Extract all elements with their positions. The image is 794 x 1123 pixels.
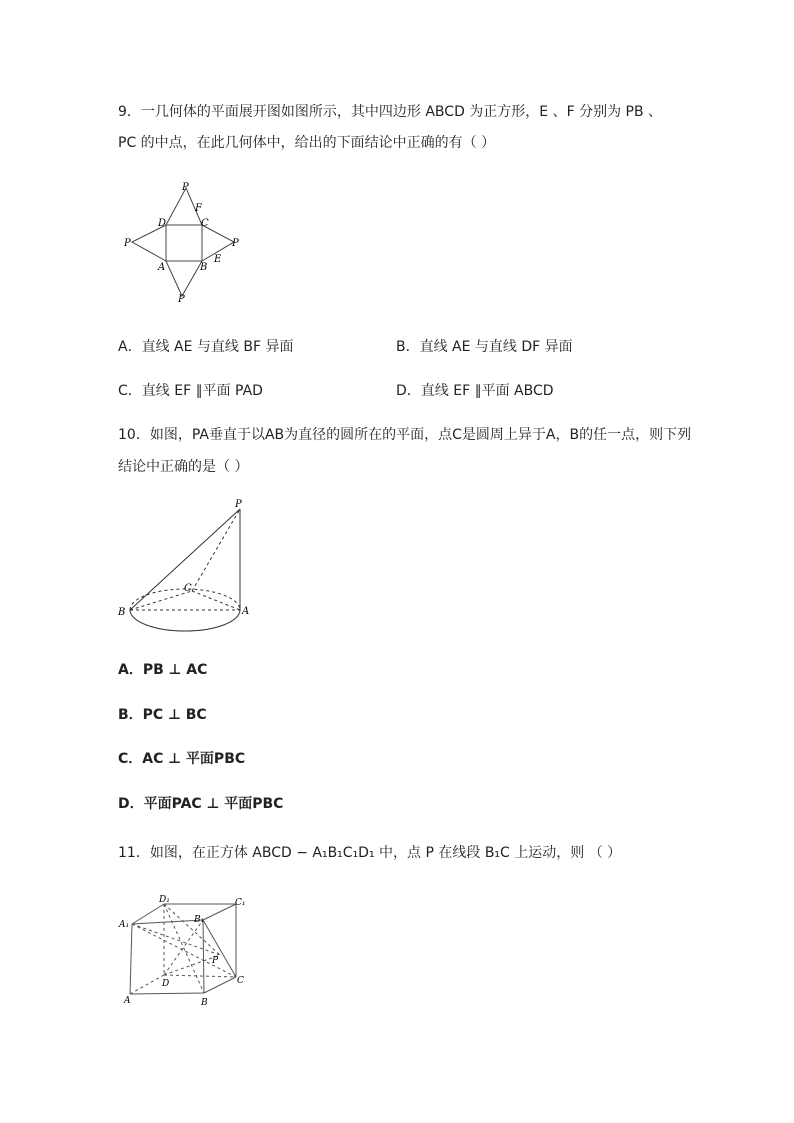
q11-label-P: P <box>212 956 219 966</box>
q11-label-B: B <box>201 998 208 1008</box>
q9-label-P-left: P <box>124 238 131 249</box>
q9-option-a: A．直线 AE 与直线 BF 异面 <box>118 339 294 355</box>
q10-option-d: D．平面PAC ⊥ 平面PBC <box>118 796 284 812</box>
q10-stem-line1: 10．如图，PA垂直于以AB为直径的圆所在的平面，点C是圆周上异于A，B的任一点，则下列 <box>118 427 692 443</box>
q10-label-A: A <box>242 606 250 617</box>
q9-label-E: E <box>214 254 222 265</box>
q9-label-P-top: P <box>182 182 189 193</box>
q10-option-c: C．AC ⊥ 平面PBC <box>118 751 246 767</box>
q10-option-a: A．PB ⊥ AC <box>118 662 208 678</box>
q11-label-C1: C₁ <box>235 898 246 908</box>
q10-label-P: P <box>235 499 242 510</box>
q11-label-A1: A₁ <box>119 920 130 930</box>
q9-label-P-right: P <box>232 238 239 249</box>
q9-label-P-bottom: P <box>178 294 185 305</box>
q10-label-B: B <box>118 607 126 618</box>
q9-label-B: B <box>200 262 208 273</box>
q9-label-D: D <box>158 218 167 229</box>
q9-net-figure <box>118 178 258 308</box>
q10-cone-figure <box>114 497 254 637</box>
q9-label-C: C <box>201 218 209 229</box>
q9-stem-line1: 9．一几何体的平面展开图如图所示，其中四边形 ABCD 为正方形，E 、F 分别为 PB 、 <box>118 104 663 120</box>
q9-option-b: B．直线 AE 与直线 DF 异面 <box>396 339 573 355</box>
q9-label-F: F <box>195 203 202 214</box>
q11-cube-figure <box>116 893 256 1013</box>
q11-label-D1: D₁ <box>159 895 170 905</box>
q9-stem-line2: PC 的中点，在此几何体中，给出的下面结论中正确的有（ ） <box>118 135 496 151</box>
q9-option-d: D．直线 EF ∥平面 ABCD <box>396 383 554 399</box>
q11-label-B1: B₁ <box>194 915 205 925</box>
q11-stem-line1: 11．如图，在正方体 ABCD − A₁B₁C₁D₁ 中，点 P 在线段 B₁C 上运动，则 （ ） <box>118 845 622 861</box>
q11-label-A: A <box>124 996 131 1006</box>
q10-option-b: B．PC ⊥ BC <box>118 707 207 723</box>
q10-stem-line2: 结论中正确的是（ ） <box>118 459 249 475</box>
q10-label-C: C <box>184 583 192 594</box>
q9-option-c: C．直线 EF ∥平面 PAD <box>118 383 263 399</box>
q11-label-C: C <box>237 976 244 986</box>
q9-label-A: A <box>158 262 166 273</box>
q11-label-D: D <box>162 979 170 989</box>
